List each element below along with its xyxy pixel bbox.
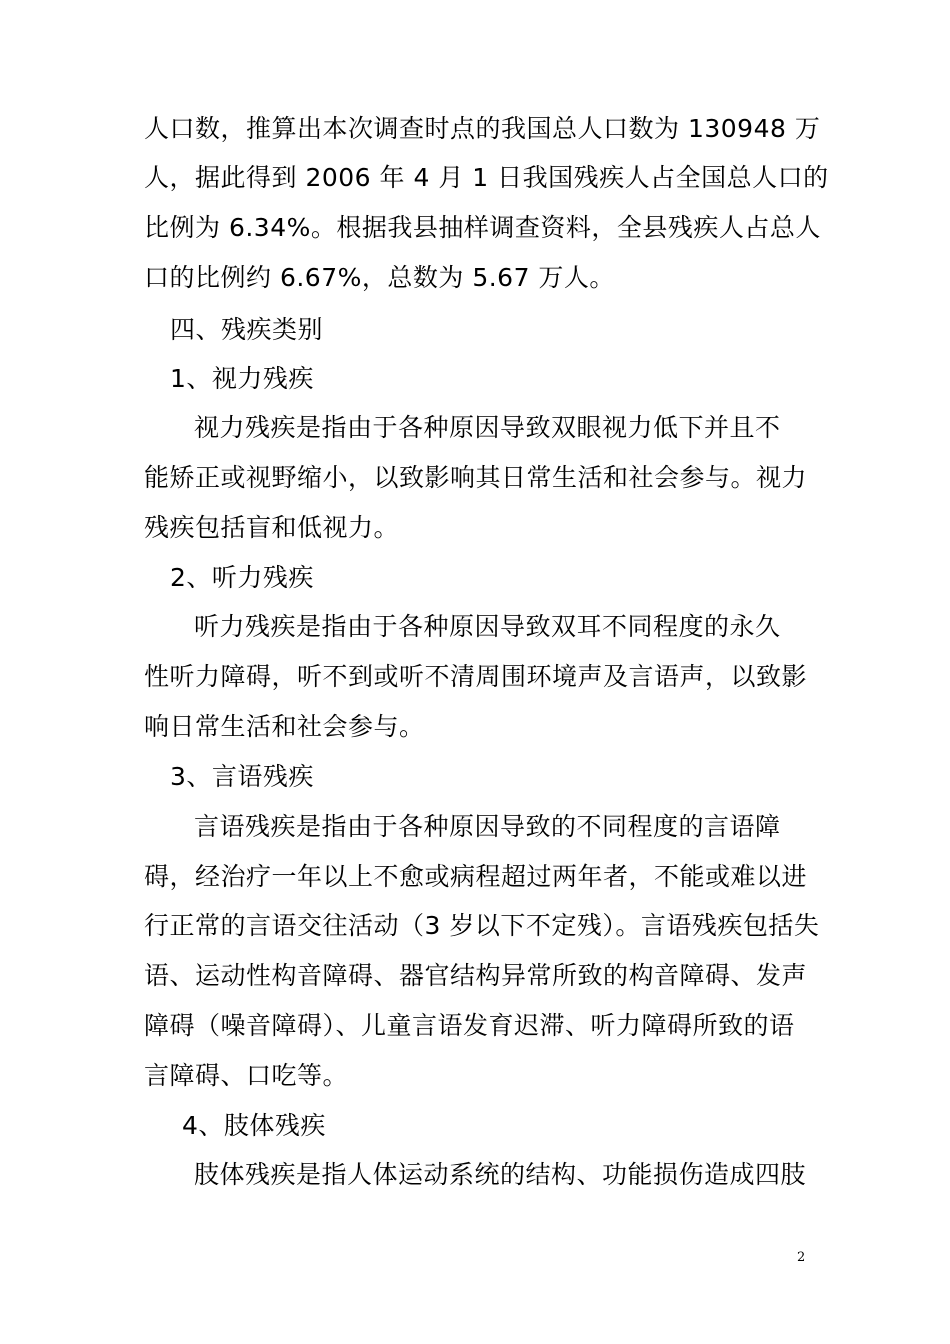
subsection-heading: 4、肢体残疾 xyxy=(182,1111,326,1140)
paragraph-line: 能矫正或视野缩小，以致影响其日常生活和社会参与。视力 xyxy=(144,463,808,492)
paragraph-line: 人，据此得到 2006 年 4 月 1 日我国残疾人占全国总人口的 xyxy=(144,163,829,192)
paragraph-line: 肢体残疾是指人体运动系统的结构、功能损伤造成四肢 xyxy=(194,1160,807,1189)
paragraph-line: 口的比例约 6.67%，总数为 5.67 万人。 xyxy=(144,263,615,292)
paragraph-line: 障碍（噪音障碍）、儿童言语发育迟滞、听力障碍所致的语 xyxy=(144,1011,795,1040)
subsection-heading: 2、听力残疾 xyxy=(170,563,314,592)
paragraph-line: 视力残疾是指由于各种原因导致双眼视力低下并且不 xyxy=(194,413,781,442)
paragraph-line: 言语残疾是指由于各种原因导致的不同程度的言语障 xyxy=(194,812,781,841)
paragraph-line: 听力残疾是指由于各种原因导致双耳不同程度的永久 xyxy=(194,612,781,641)
paragraph-line: 行正常的言语交往活动（3 岁以下不定残）。言语残疾包括失 xyxy=(144,911,820,940)
paragraph-line: 残疾包括盲和低视力。 xyxy=(144,513,400,542)
subsection-heading: 1、视力残疾 xyxy=(170,364,314,393)
page-number: 2 xyxy=(797,1250,806,1265)
subsection-heading: 3、言语残疾 xyxy=(170,762,314,791)
section-heading: 四、残疾类别 xyxy=(170,315,324,344)
paragraph-line: 人口数，推算出本次调查时点的我国总人口数为 130948 万 xyxy=(144,114,821,143)
paragraph-line: 比例为 6.34%。根据我县抽样调查资料，全县残疾人占总人 xyxy=(144,213,821,242)
paragraph-line: 言障碍、口吃等。 xyxy=(144,1061,349,1090)
paragraph-line: 语、运动性构音障碍、器官结构异常所致的构音障碍、发声 xyxy=(144,961,808,990)
paragraph-line: 碍，经治疗一年以上不愈或病程超过两年者，不能或难以进 xyxy=(144,862,808,891)
paragraph-line: 性听力障碍，听不到或听不清周围环境声及言语声，以致影 xyxy=(144,662,808,691)
paragraph-line: 响日常生活和社会参与。 xyxy=(144,712,425,741)
